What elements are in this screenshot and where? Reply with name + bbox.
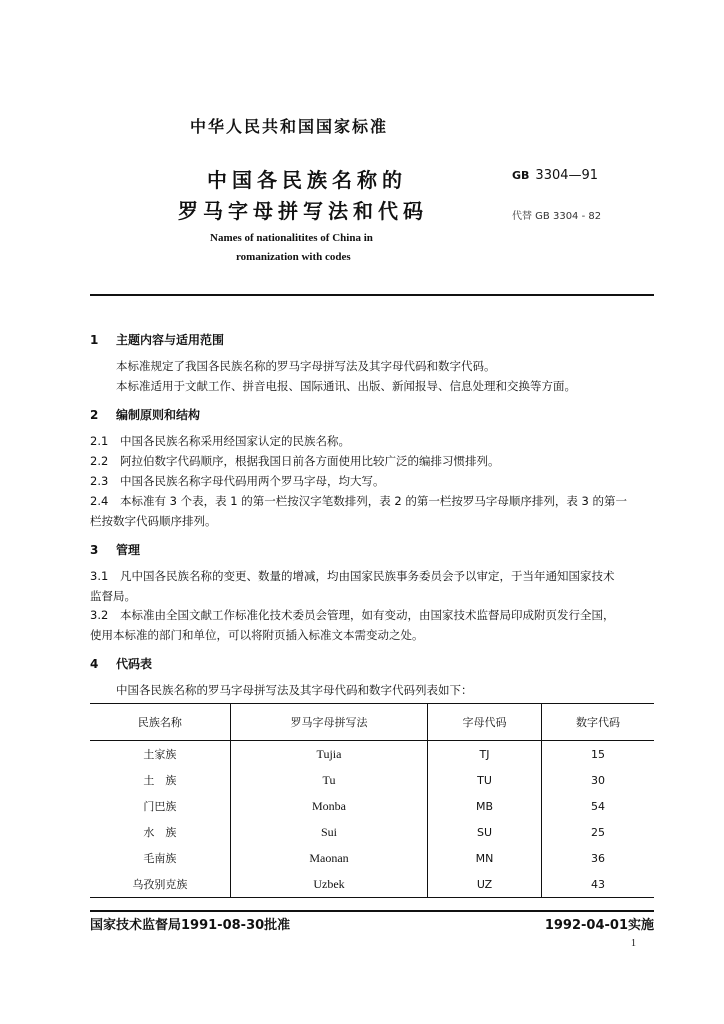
nationality-name: 门巴族 [143,800,177,813]
section-title: 编制原则和结构 [116,408,201,422]
section-title: 管理 [116,543,141,557]
title-cn-line1: 中国各民族名称的 [207,168,407,192]
romanization: Tu [230,767,427,793]
clause-number: 2.2 [90,454,109,468]
romanization: Tujia [230,741,427,768]
clause-text: 中国各民族名称字母代码用两个罗马字母，均大写。 [120,474,385,488]
section-number: 4 [90,657,99,671]
table-row [90,845,654,871]
clause-text: 本标准由全国文献工作标准化技术委员会管理，如有变动，由国家技术监督局印成附页发行全国， [120,608,615,622]
romanization: Sui [230,819,427,845]
letter-code: TU [428,767,542,793]
clause-text: 本标准有 3 个表，表 1 的第一栏按汉字笔数排列，表 2 的第一栏按罗马字母顺序排列，表 3 的第一 [120,494,628,508]
section-1-paragraph: 本标准规定了我国各民族名称的罗马字母拼写法及其字母代码和数字代码。 [116,359,496,373]
section-3-heading [90,541,140,558]
clause-number: 2.4 [90,494,109,508]
table-row [90,871,654,898]
numeric-code: 25 [541,819,654,845]
letter-code: SU [428,819,542,845]
clause-number: 3.1 [90,569,109,583]
table-header-row [90,704,654,741]
implementation-date: 1992-04-01实施 [544,918,654,933]
clause-3-2 [90,607,615,623]
letter-code: MN [428,845,542,871]
table-row [90,793,654,819]
table-row [90,819,654,845]
column-header-numeric-code: 数字代码 [541,704,654,741]
nationality-name: 乌孜别克族 [132,878,188,891]
footer-divider [90,910,654,912]
section-number: 1 [90,333,99,347]
clause-2-3 [90,473,385,489]
clause-3-2-continued: 使用本标准的部门和单位，可以将附页插入标准文本需变动之处。 [90,628,424,642]
approval-date: 国家技术监督局1991-08-30批准 [90,918,291,933]
section-number: 3 [90,543,99,557]
clause-text: 阿拉伯数字代码顺序，根据我国日前各方面使用比较广泛的编排习惯排列。 [120,454,500,468]
romanization: Monba [230,793,427,819]
clause-2-4 [90,493,627,509]
section-title: 主题内容与适用范围 [116,333,225,347]
table-row [90,767,654,793]
nationality-code-table [90,703,654,898]
romanization: Uzbek [230,871,427,898]
numeric-code: 54 [541,793,654,819]
nationality-name: 土 族 [143,774,177,787]
romanization: Maonan [230,845,427,871]
numeric-code: 15 [541,741,654,768]
standard-number [512,168,598,183]
clause-text: 凡中国各民族名称的变更、数量的增减，均由国家民族事务委员会予以审定，于当年通知国家技术 [120,569,615,583]
clause-2-4-continued: 栏按数字代码顺序排列。 [90,514,217,528]
standard-code: 3304—91 [535,168,599,183]
clause-text: 中国各民族名称采用经国家认定的民族名称。 [120,434,350,448]
title-cn-line2: 罗马字母拼写法和代码 [178,199,428,223]
numeric-code: 36 [541,845,654,871]
letter-code: TJ [428,741,542,768]
clause-number: 2.3 [90,474,109,488]
standard-prefix: GB [512,169,530,182]
column-header-name: 民族名称 [90,704,230,741]
clause-3-1-continued: 监督局。 [90,589,136,603]
column-header-letter-code: 字母代码 [428,704,542,741]
section-number: 2 [90,408,99,422]
page-number: 1 [631,938,636,949]
replaces-standard: 代替 GB 3304 - 82 [512,211,602,222]
numeric-code: 43 [541,871,654,898]
clause-3-1 [90,568,615,584]
section-2-heading [90,406,200,423]
clause-2-2 [90,453,500,469]
table-intro: 中国各民族名称的罗马字母拼写法及其字母代码和数字代码列表如下： [116,683,473,697]
header-divider [90,294,654,296]
clause-2-1 [90,433,350,449]
nationality-name: 毛南族 [143,852,177,865]
national-standard-heading: 中华人民共和国国家标准 [190,117,389,136]
clause-number: 2.1 [90,434,109,448]
section-title: 代码表 [116,657,153,671]
numeric-code: 30 [541,767,654,793]
nationality-name: 水 族 [143,826,177,839]
letter-code: UZ [428,871,542,898]
section-4-heading [90,655,152,672]
title-en-line1: Names of nationalitites of China in [210,232,373,244]
title-en-line2: romanization with codes [236,251,351,263]
column-header-romanization: 罗马字母拼写法 [230,704,427,741]
section-1-paragraph: 本标准适用于文献工作、拼音电报、国际通讯、出版、新闻报导、信息处理和交换等方面。 [116,379,576,393]
section-1-heading [90,331,224,348]
clause-number: 3.2 [90,608,109,622]
letter-code: MB [428,793,542,819]
table-row [90,741,654,768]
nationality-name: 土家族 [143,748,177,761]
